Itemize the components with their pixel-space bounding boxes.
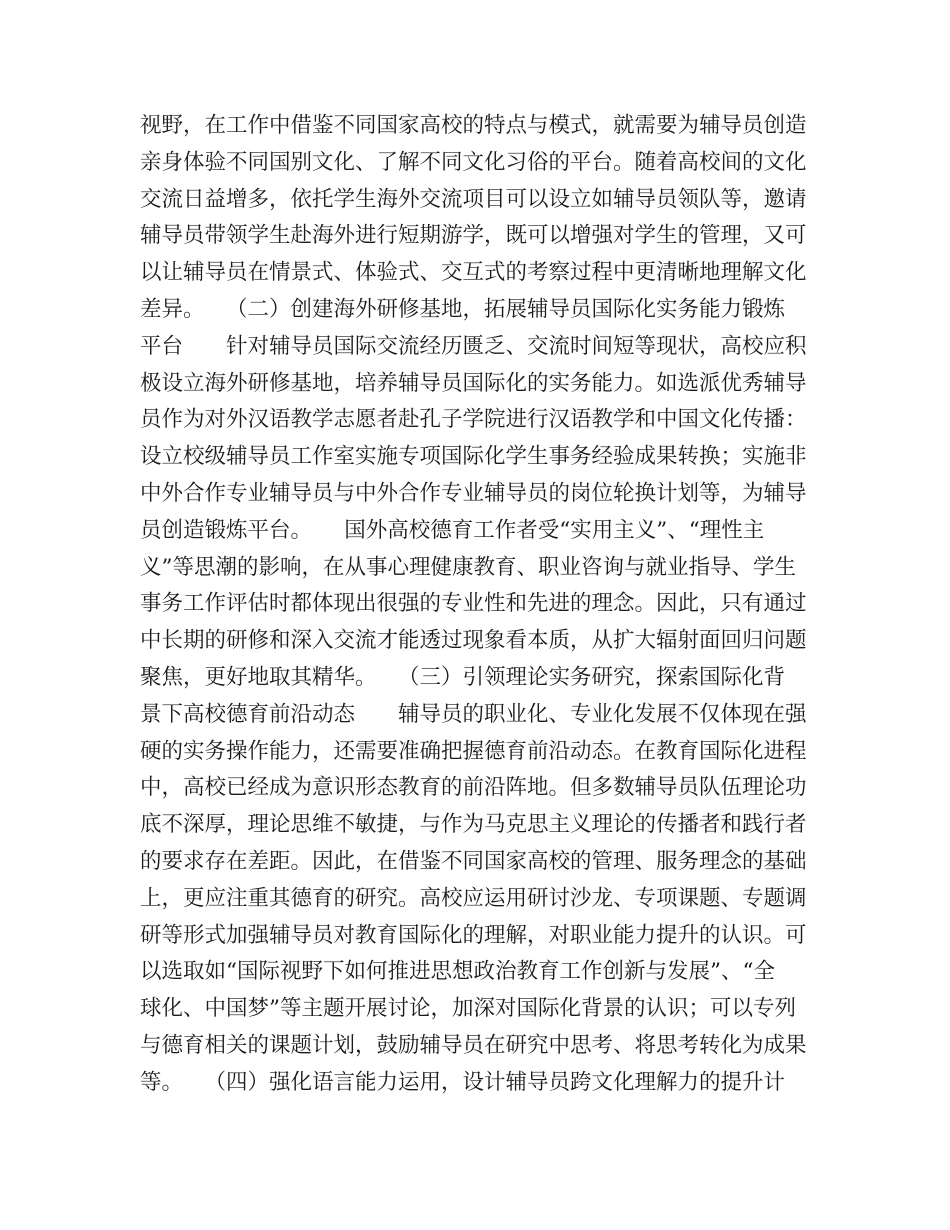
text-line: 与德育相关的课题计划，鼓励辅导员在研究中思考、将思考转化为成果 <box>140 1032 807 1058</box>
text-line: 设立校级辅导员工作室实施专项国际化学生事务经验成果转换；实施非 <box>140 444 807 470</box>
text-line: 事务工作评估时都体现出很强的专业性和先进的理念。因此，只有通过 <box>140 591 807 617</box>
text-line: 硬的实务操作能力，还需要准确把握德育前沿动态。在教育国际化进程 <box>140 738 807 764</box>
text-line: 中，高校已经成为意识形态教育的前沿阵地。但多数辅导员队伍理论功 <box>140 775 807 801</box>
text-line: 员作为对外汉语教学志愿者赴孔子学院进行汉语教学和中国文化传播： <box>140 407 807 433</box>
text-line: 聚焦，更好地取其精华。 （三）引领理论实务研究，探索国际化背 <box>140 664 786 690</box>
text-line: 的要求存在差距。因此，在借鉴不同国家高校的管理、服务理念的基础 <box>140 848 807 874</box>
text-line: 球化、中国梦”等主题开展讨论，加深对国际化背景的认识；可以专列 <box>140 996 796 1022</box>
text-line: 研等形式加强辅导员对教育国际化的理解，对职业能力提升的认识。可 <box>140 922 807 948</box>
text-line: 景下高校德育前沿动态 辅导员的职业化、专业化发展不仅体现在强 <box>140 701 807 727</box>
text-line: 辅导员带领学生赴海外进行短期游学，既可以增强对学生的管理，又可 <box>140 223 807 249</box>
text-line: 以让辅导员在情景式、体验式、交互式的考察过程中更清晰地理解文化 <box>140 260 807 286</box>
body-text <box>140 108 820 1102</box>
text-line: 中外合作专业辅导员与中外合作专业辅导员的岗位轮换计划等，为辅导 <box>140 480 807 506</box>
text-line: 以选取如“国际视野下如何推进思想政治教育工作创新与发展”、“全 <box>140 959 775 985</box>
text-line: 员创造锻炼平台。 国外高校德育工作者受“实用主义”、“理性主 <box>140 517 765 543</box>
text-line: 差异。 （二）创建海外研修基地，拓展辅导员国际化实务能力锻炼 <box>140 296 786 322</box>
text-line: 底不深厚，理论思维不敏捷，与作为马克思主义理论的传播者和践行者 <box>140 812 807 838</box>
text-line: 亲身体验不同国别文化、了解不同文化习俗的平台。随着高校间的文化 <box>140 149 807 175</box>
text-line: 极设立海外研修基地，培养辅导员国际化的实务能力。如选派优秀辅导 <box>140 370 807 396</box>
text-line: 平台 针对辅导员国际交流经历匮乏、交流时间短等现状，高校应积 <box>140 333 807 359</box>
text-line: 视野，在工作中借鉴不同国家高校的特点与模式，就需要为辅导员创造 <box>140 113 807 138</box>
text-line: 上，更应注重其德育的研究。高校应运用研讨沙龙、专项课题、专题调 <box>140 885 807 911</box>
text-line: 中长期的研修和深入交流才能透过现象看本质，从扩大辐射面回归问题 <box>140 628 807 654</box>
text-line: 等。 （四）强化语言能力运用，设计辅导员跨文化理解力的提升计 <box>140 1069 786 1095</box>
text-line: 交流日益增多，依托学生海外交流项目可以设立如辅导员领队等，邀请 <box>140 186 807 212</box>
text-line: 义”等思潮的影响，在从事心理健康教育、职业咨询与就业指导、学生 <box>140 554 796 580</box>
